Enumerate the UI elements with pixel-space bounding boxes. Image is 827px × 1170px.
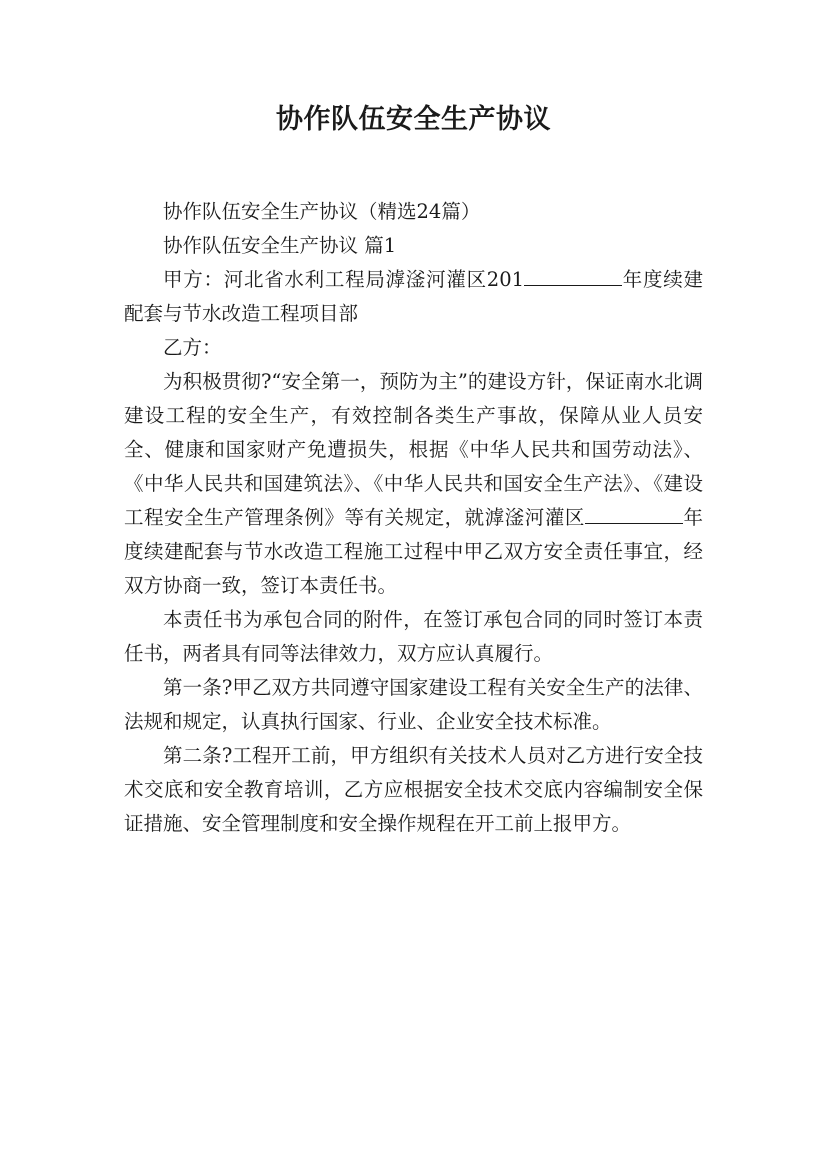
intro-text-before-blank: 为积极贯彻?“安全第一，预防为主”的建设方针，保证南水北调建设工程的安全生产，有效控制各类生产事故，保障从业人员安全、健康和国家财产免遭损失，根据《中华人民共和国劳动法》、《中华人民共和国建筑法》、《中华人民共和国安全生产法》、《建设工程安全生产管理条例》等有关规定，就滹滏河灌区 <box>124 370 703 529</box>
party-b-paragraph: 乙方： <box>163 336 222 359</box>
document-body <box>124 195 703 841</box>
attachment-paragraph: 本责任书为承包合同的附件，在签订承包合同的同时签订本责任书，两者具有同等法律效力，双方应认真履行。 <box>124 608 703 665</box>
year-blank <box>524 263 622 286</box>
intro-paragraph <box>124 365 703 603</box>
subtitle-line: 协作队伍安全生产协议（精选24篇） <box>163 200 481 223</box>
section-heading: 协作队伍安全生产协议 篇1 <box>163 234 397 257</box>
party-a-paragraph <box>124 263 703 331</box>
article-1-paragraph: 第一条?甲乙双方共同遵守国家建设工程有关安全生产的法律、法规和规定，认真执行国家、行业、企业安全技术标准。 <box>124 676 703 733</box>
party-a-prefix: 甲方：河北省水利工程局滹滏河灌区201 <box>163 268 525 291</box>
party-a-suffix: 年度续建配套与节水改造工程项目部 <box>124 268 703 325</box>
intro-text-after-blank: 年度续建配套与节水改造工程施工过程中甲乙双方安全责任事宜，经双方协商一致，签订本责任书。 <box>124 506 703 597</box>
document-title: 协作队伍安全生产协议 <box>276 104 551 135</box>
article-2-paragraph: 第二条?工程开工前，甲方组织有关技术人员对乙方进行安全技术交底和安全教育培训，乙方应根据安全技术交底内容编制安全保证措施、安全管理制度和安全操作规程在开工前上报甲方。 <box>124 744 703 835</box>
year-blank <box>585 501 683 524</box>
